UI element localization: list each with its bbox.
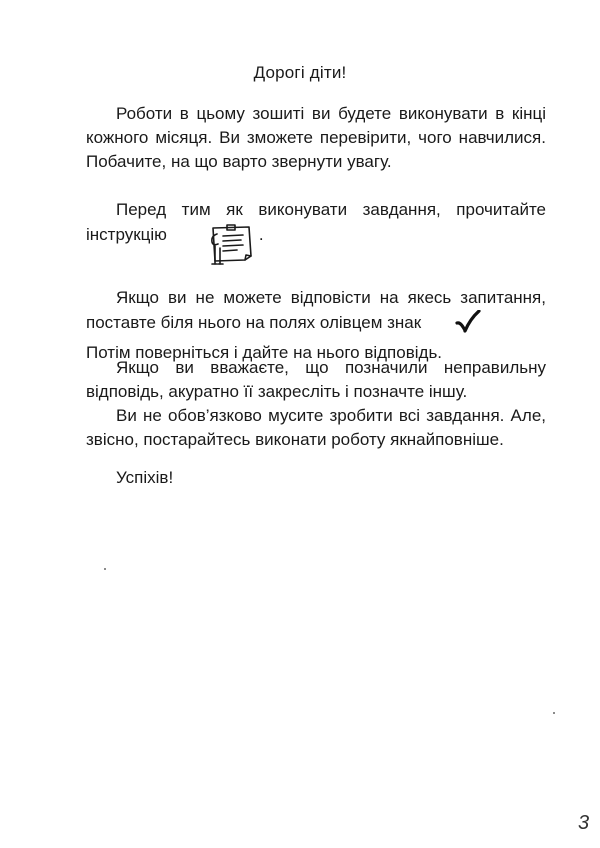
instruction-note-icon	[171, 222, 257, 273]
page-number: 3	[578, 812, 590, 834]
checkmark-icon	[425, 310, 481, 341]
paragraph-instructions	[86, 198, 546, 273]
paragraph-instructions-end: .	[258, 225, 264, 244]
paragraph-unanswered	[86, 286, 546, 365]
paragraph-unanswered-end: Потім поверніться і дайте на нього відповідь.	[86, 343, 443, 362]
paragraph-intro: Роботи в цьому зошиті ви будете виконувати в кінці кожного місяця. Ви зможете перевірити, чого навчилися. Побачите, на що варто звернути увагу.	[86, 104, 546, 171]
paragraph-correction: Якщо ви вважаєте, що позначили неправильну відповідь, акуратно її закресліть і позначте іншу.	[86, 358, 546, 401]
page-title: Дорогі діти!	[253, 63, 347, 82]
paragraph-good-luck: Успіхів!	[116, 468, 174, 487]
paragraph-instructions-text: Перед тим як виконувати завдання, прочитайте інструкцію	[86, 200, 546, 244]
scan-speck	[104, 568, 106, 570]
paragraph-unanswered-text: Якщо ви не можете відповісти на якесь запитання, поставте біля нього на полях олівцем знак	[86, 288, 546, 332]
scan-speck	[553, 712, 555, 714]
paragraph-optional: Ви не обов’язково мусите зробити всі завдання. Але, звісно, постарайтесь виконати роботу якнайповніше.	[86, 406, 546, 449]
